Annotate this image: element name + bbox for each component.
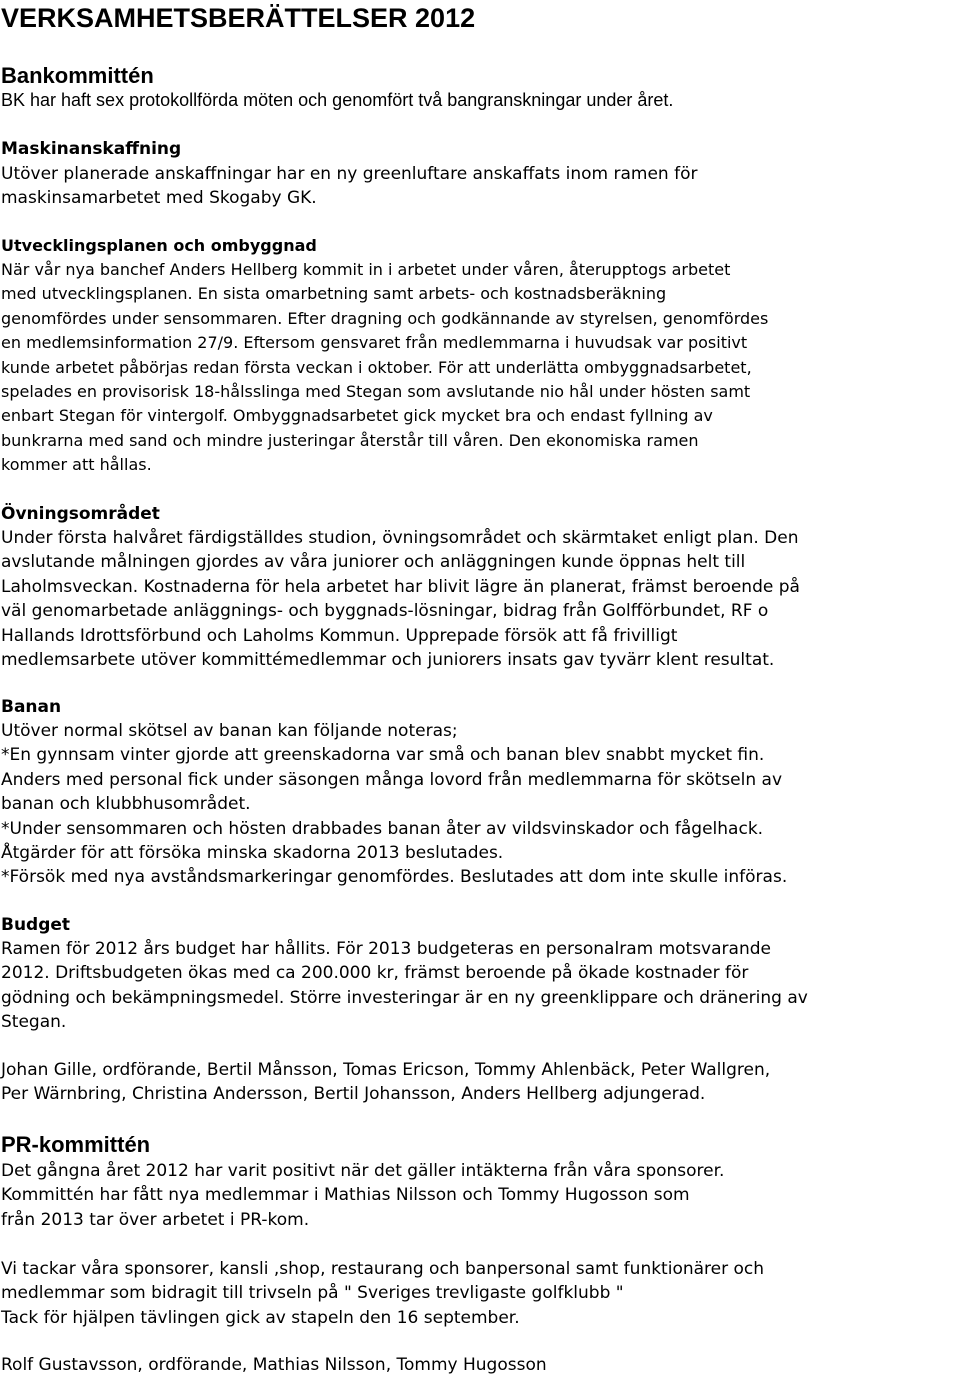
bankkommitten-members [1, 1058, 770, 1107]
paragraph-line: en medlemsinformation 27/9. Eftersom gensvaret från medlemmarna i huvudsak var positivt [1, 333, 748, 353]
paragraph-line: Stegan. [1, 1012, 67, 1033]
members-line: Per Wärnbring, Christina Andersson, Bertil Johansson, Anders Hellberg adjungerad. [1, 1084, 706, 1105]
utvecklingsplanen-paragraph [1, 258, 768, 478]
paragraph-line: med utvecklingsplanen. En sista omarbetning samt arbets- och kostnadsberäkning [1, 284, 667, 304]
heading-banan: Banan [1, 697, 62, 717]
pr-paragraph [1, 1159, 724, 1232]
paragraph-line: avslutande målningen gjordes av våra juniorer och anläggningen kunde öppnas helt till [1, 552, 746, 573]
page-title: VERKSAMHETSBERÄTTELSER 2012 [1, 3, 476, 33]
heading-utvecklingsplanen: Utvecklingsplanen och ombyggnad [1, 236, 317, 255]
paragraph-line: bunkrarna med sand och mindre justeringar återstår till våren. Den ekonomiska ramen [1, 430, 699, 450]
paragraph-line: Utöver planerade anskaffningar har en ny greenluftare anskaffats inom ramen för [1, 164, 698, 184]
paragraph-line: Det gångna året 2012 har varit positivt när det gäller intäkterna från våra sponsorer. [1, 1161, 725, 1181]
paragraph-line: kunde arbetet påbörjas redan första veckan i oktober. För att underlätta ombyggnadsarbetet, [1, 357, 752, 377]
paragraph-line: medlemmar som bidragit till trivseln på " Sveriges trevligaste golfklubb " [1, 1283, 624, 1304]
paragraph-line: spelades en provisorisk 18-hålsslinga med Stegan som avslutande nio hål under hösten samt [1, 382, 751, 402]
paragraph-line: Åtgärder för att försöka minska skadorna 2013 beslutades. [1, 843, 504, 864]
paragraph-line: enbart Stegan för vintergolf. Ombyggnadsarbetet gick mycket bra och endast fyllning av [1, 406, 713, 426]
heading-budget: Budget [1, 915, 71, 935]
paragraph-line: från 2013 tar över arbetet i PR-kom. [1, 1209, 310, 1230]
heading-maskinanskaffning: Maskinanskaffning [1, 139, 182, 159]
paragraph-line: gödning och bekämpningsmedel. Större investeringar är en ny greenklippare och dränering av [1, 987, 808, 1008]
paragraph-line: Hallands Idrottsförbund och Laholms Kommun. Upprepade försök att få frivilligt [1, 625, 678, 646]
paragraph-line: Ramen för 2012 års budget har hållits. För 2013 budgeteras en personalram motsvarande [1, 939, 771, 959]
paragraph-line: När vår nya banchef Anders Hellberg kommit in i arbetet under våren, återupptogs arbetet [1, 260, 731, 279]
paragraph-line: Anders med personal fick under säsongen många lovord från medlemmarna för skötseln av [1, 769, 783, 790]
paragraph-line: Kommittén har fått nya medlemmar i Mathias Nilsson och Tommy Hugosson som [1, 1185, 690, 1206]
paragraph-line: Under första halvåret färdigställdes studion, övningsområdet och skärmtaket enligt plan. Den [1, 528, 799, 548]
paragraph-line: genomfördes under sensommaren. Efter dragning och godkännande av styrelsen, genomfördes [1, 308, 769, 328]
paragraph-line: *Under sensommaren och hösten drabbades banan åter av vildsvinskador och fågelhack. [1, 818, 764, 839]
paragraph-line: banan och klubbhusområdet. [1, 794, 251, 815]
paragraph-line: Utöver normal skötsel av banan kan följande noteras; [1, 721, 458, 741]
paragraph-line: *En gynnsam vinter gjorde att greenskadorna var små och banan blev snabbt mycket fin. [1, 745, 765, 766]
paragraph-line: maskinsamarbetet med Skogaby GK. [1, 188, 317, 209]
heading-pr-kommitten: PR-kommittén [1, 1132, 151, 1157]
members-line: Johan Gille, ordförande, Bertil Månsson, Tomas Ericson, Tommy Ahlenbäck, Peter Wallgren, [1, 1060, 771, 1080]
banan-paragraph [1, 719, 787, 890]
paragraph-line: medlemsarbete utöver kommittémedlemmar och juniorers insats gav tyvärr klent resultat. [1, 650, 775, 671]
paragraph-line: Vi tackar våra sponsorer, kansli ,shop, restaurang och banpersonal samt funktionärer och [1, 1259, 765, 1279]
budget-paragraph [1, 937, 808, 1035]
pr-thanks-paragraph [1, 1257, 764, 1330]
ovningsomradet-paragraph [1, 526, 800, 672]
paragraph-line: *Försök med nya avståndsmarkeringar genomfördes. Beslutades att dom inte skulle införas. [1, 867, 788, 888]
paragraph-line: 2012. Driftsbudgeten ökas med ca 200.000 kr, främst beroende på ökade kostnader för [1, 963, 749, 984]
maskinanskaffning-paragraph [1, 162, 697, 211]
heading-bankkommitten: Bankommittén [1, 63, 154, 88]
paragraph-line: Tack för hjälpen tävlingen gick av stapeln den 16 september. [1, 1307, 520, 1328]
paragraph-line: väl genomarbetade anläggnings- och byggnads-lösningar, bidrag från Golfförbundet, RF o [1, 601, 769, 622]
heading-ovningsomradet: Övningsområdet [1, 504, 160, 524]
pr-members: Rolf Gustavsson, ordförande, Mathias Nilsson, Tommy Hugosson [1, 1355, 547, 1375]
paragraph-line: Laholmsveckan. Kostnaderna för hela arbetet har blivit lägre än planerat, främst beroende på [1, 576, 800, 597]
bankkommitten-text: BK har haft sex protokollförda möten och genomfört två bangranskningar under året. [1, 90, 674, 110]
paragraph-line: kommer att hållas. [1, 455, 152, 475]
